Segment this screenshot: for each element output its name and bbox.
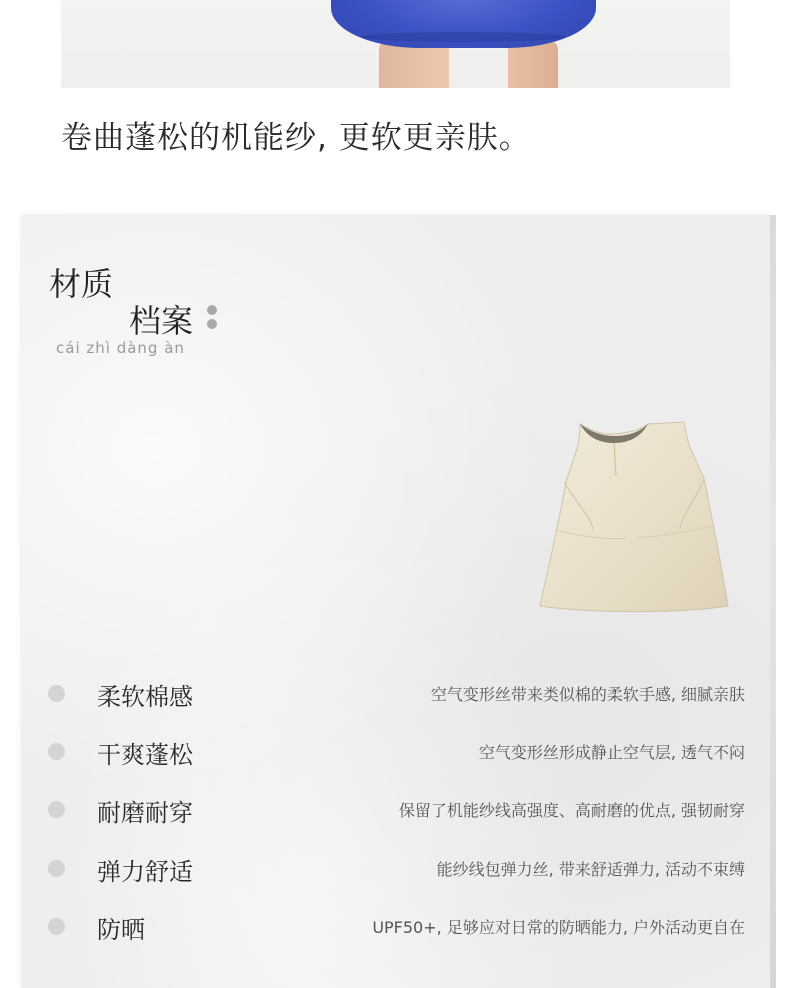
feature-name: 柔软棉感 <box>97 683 193 711</box>
bullet-dot-icon <box>48 860 65 877</box>
feature-item <box>21 673 770 713</box>
feature-description: 保留了机能纱线高强度、高耐磨的优点, 强韧耐穿 <box>398 801 745 820</box>
sleeveless-top-image <box>536 418 731 613</box>
bullet-dot-icon <box>48 685 65 702</box>
material-pinyin: cái zhì dàng àn <box>56 339 185 357</box>
product-photo-top <box>61 0 730 88</box>
feature-description: 能纱线包弹力丝, 带来舒适弹力, 活动不束缚 <box>436 860 745 879</box>
feature-item <box>21 789 770 829</box>
fabric-tagline: 卷曲蓬松的机能纱, 更软更亲肤。 <box>61 120 531 156</box>
bullet-dot-icon <box>48 801 65 818</box>
feature-item <box>21 906 770 946</box>
feature-description: 空气变形丝带来类似棉的柔软手感, 细腻亲肤 <box>430 685 745 704</box>
bullet-dot-icon <box>48 918 65 935</box>
feature-name: 耐磨耐穿 <box>97 799 193 827</box>
material-heading-line2: 档案 <box>129 302 194 340</box>
feature-description: 空气变形丝形成静止空气层, 透气不闷 <box>478 743 745 762</box>
material-heading-line1: 材质 <box>49 265 114 303</box>
feature-name: 弹力舒适 <box>97 858 193 886</box>
feature-name: 防晒 <box>97 916 145 944</box>
blue-bubble-skirt <box>331 0 596 48</box>
feature-item <box>21 848 770 888</box>
feature-description: UPF50+, 足够应对日常的防晒能力, 户外活动更自在 <box>372 918 745 937</box>
bullet-dot-icon <box>48 743 65 760</box>
material-profile-card <box>21 215 770 988</box>
colon-dots-icon <box>207 305 217 329</box>
feature-name: 干爽蓬松 <box>97 741 193 769</box>
feature-item <box>21 731 770 771</box>
